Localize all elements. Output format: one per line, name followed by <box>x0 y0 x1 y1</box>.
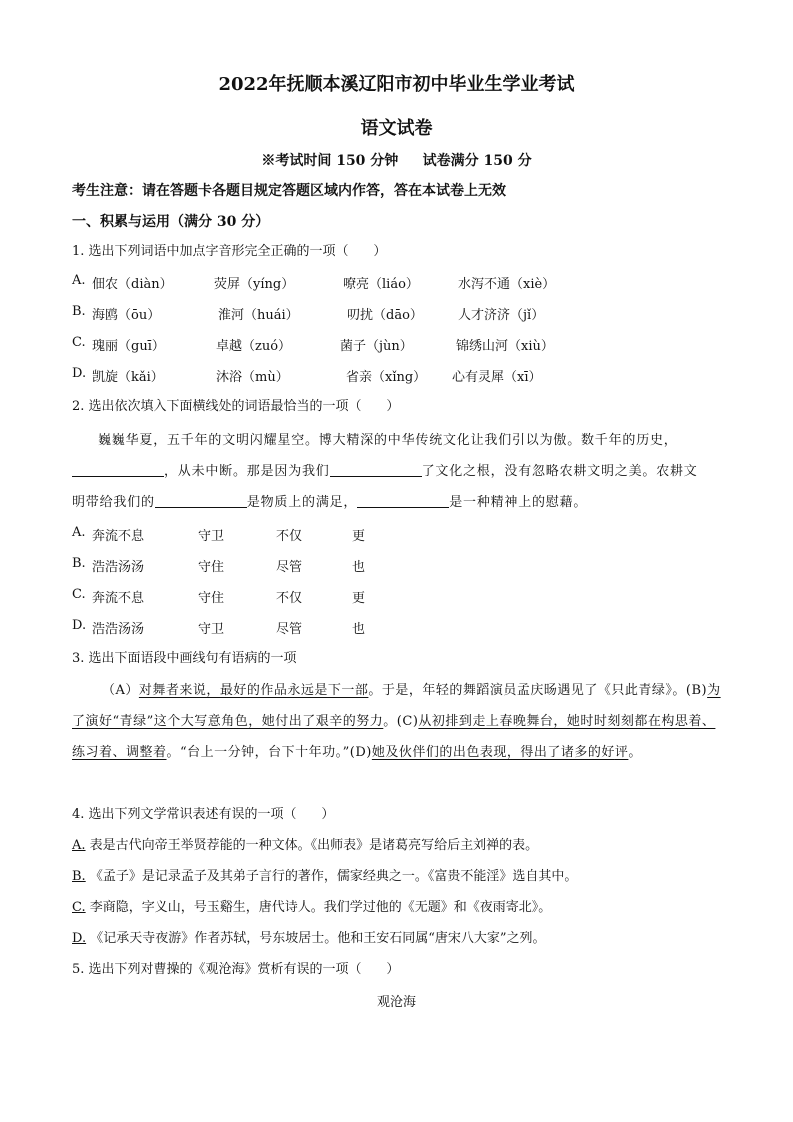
q2-passage-line-2 <box>72 462 698 482</box>
q4-stem: 4. 选出下列文学常识表述有误的一项（ ） <box>72 807 335 822</box>
option-text: 表是古代向帝王举贤荐能的一种文体。《出师表》是诸葛亮写给后主刘禅的表。 <box>89 838 539 853</box>
option-letter: B. <box>72 556 86 571</box>
option-item: 人才济济（jǐ） <box>458 308 545 323</box>
option-letter: B. <box>72 869 86 884</box>
option-text: 《孟子》是记录孟子及其弟子言行的著作，儒家经典之一。《富贵不能淫》选自其中。 <box>89 869 578 884</box>
q1-stem: 1. 选出下列词语中加点字音形完全正确的一项（ ） <box>72 244 387 259</box>
option-item: 更 <box>352 591 366 606</box>
option-item: 心有灵犀（xī） <box>452 370 542 385</box>
option-letter: C. <box>72 900 86 915</box>
option-letter: D. <box>72 931 87 946</box>
passage-label: （A） <box>102 683 139 698</box>
option-item: 尽管 <box>276 560 303 575</box>
option-item: 更 <box>352 529 366 544</box>
option-item: 浩浩汤汤 <box>92 560 145 575</box>
option-item: 守住 <box>198 560 225 575</box>
q2-passage-line-1: 巍巍华夏，五千年的文明闪耀星空。博大精深的中华传统文化让我们引以为傲。数千年的历史， <box>98 433 678 448</box>
passage-text: ，从未中断。那是因为我们 <box>164 464 330 479</box>
passage-text: 了文化之根，没有忽略农耕文明之美。农耕文 <box>421 464 698 479</box>
option-letter: A. <box>72 838 86 853</box>
q3-stem: 3. 选出下面语段中画线句有语病的一项 <box>72 651 297 666</box>
fill-blank-2 <box>330 462 422 477</box>
option-item: 叨扰（dāo） <box>347 308 423 323</box>
option-item: 也 <box>352 622 366 637</box>
underlined-sentence-d: 她及伙伴们的出色表现，得出了诸多的好 <box>371 745 615 760</box>
option-item: 水泻不通（xiè） <box>458 277 556 292</box>
fill-blank-1 <box>72 462 164 477</box>
option-letter: B. <box>72 304 86 319</box>
option-item: 不仅 <box>276 591 303 606</box>
passage-text: 。于是，年轻的舞蹈演员孟庆旸遇见了《只此青绿》。(B) <box>368 683 708 698</box>
option-item: 淮河（huái） <box>218 308 299 323</box>
option-item: 奔流不息 <box>92 529 145 544</box>
option-item: 荧屏（yíng） <box>214 277 295 292</box>
q4-option-b <box>72 867 577 887</box>
passage-text: 是一种精神上的慰藉。 <box>449 495 588 510</box>
underlined-sentence-b: 为了演好“青绿”这个大写意角色，她付出了艰辛的努力 <box>72 683 721 729</box>
option-letter: C. <box>72 587 86 602</box>
option-item: 锦绣山河（xiù） <box>456 339 554 354</box>
option-item: 海鸥（ōu） <box>92 308 161 323</box>
passage-text: 明带给我们的 <box>72 495 155 510</box>
section-heading: 一、积累与运用（满分 30 分） <box>72 214 270 230</box>
exam-time-note: ※考试时间 150 分钟 试卷满分 150 分 <box>261 153 532 169</box>
underlined-sentence-c-cont: 构思着、练习着、调整着 <box>72 714 716 760</box>
option-item: 守住 <box>198 591 225 606</box>
underlined-sentence-c: 从初排到走上春晚舞台，她时时刻刻都在 <box>418 714 662 729</box>
option-item: 尽管 <box>276 622 303 637</box>
q4-option-a <box>72 836 538 856</box>
option-letter: C. <box>72 335 86 350</box>
passage-text: 。 <box>628 745 642 760</box>
option-item: 奔流不息 <box>92 591 145 606</box>
option-item: 浩浩汤汤 <box>92 622 145 637</box>
underlined-sentence-a: 对舞者来说，最好的作品永远是下一部 <box>138 683 369 698</box>
q2-stem: 2. 选出依次填入下面横线处的词语最恰当的一项（ ） <box>72 399 400 414</box>
option-letter: D. <box>72 366 87 381</box>
option-text: 李商隐，字义山，号玉谿生，唐代诗人。我们学过他的《无题》和《夜雨寄北》。 <box>89 900 552 915</box>
option-item: 菌子（jùn） <box>340 339 413 354</box>
option-item: 不仅 <box>276 529 303 544</box>
option-text: 《记承天寺夜游》作者苏轼，号东坡居士。他和王安石同属“唐宋八大家”之列。 <box>90 931 546 946</box>
exam-title: 2022年抚顺本溪辽阳市初中毕业生学业考试 <box>218 74 575 95</box>
q5-stem: 5. 选出下列对曹操的《观沧海》赏析有误的一项（ ） <box>72 962 400 977</box>
option-item: 省亲（xǐng） <box>346 370 427 385</box>
passage-text: 。(C) <box>383 714 419 729</box>
q3-passage <box>72 675 722 768</box>
option-letter: D. <box>72 618 87 633</box>
option-item: 嘹亮（liáo） <box>343 277 419 292</box>
option-item: 卓越（zuó） <box>216 339 292 354</box>
fill-blank-3 <box>155 493 247 508</box>
passage-text: 。“台上一分钟，台下十年功。”(D) <box>166 745 372 760</box>
q4-option-c <box>72 898 551 918</box>
paper-subtitle: 语文试卷 <box>360 118 433 139</box>
underlined-sentence-d-cont: 评 <box>614 745 629 760</box>
option-letter: A. <box>72 525 86 540</box>
option-item: 凯旋（kǎi） <box>92 370 164 385</box>
option-item: 瑰丽（guī） <box>92 339 165 354</box>
passage-text: 是物质上的满足， <box>246 495 358 510</box>
poem-title: 观沧海 <box>376 995 416 1010</box>
q2-passage-line-3 <box>72 493 587 513</box>
option-letter: A. <box>72 273 86 288</box>
option-item: 沐浴（mù） <box>216 370 289 385</box>
fill-blank-4 <box>357 493 449 508</box>
option-item: 守卫 <box>198 529 225 544</box>
candidate-warning: 考生注意：请在答题卡各题目规定答题区域内作答，答在本试卷上无效 <box>72 183 506 199</box>
option-item: 也 <box>352 560 366 575</box>
q4-option-d <box>72 929 546 949</box>
option-item: 佃农（diàn） <box>92 277 173 292</box>
option-item: 守卫 <box>198 622 225 637</box>
